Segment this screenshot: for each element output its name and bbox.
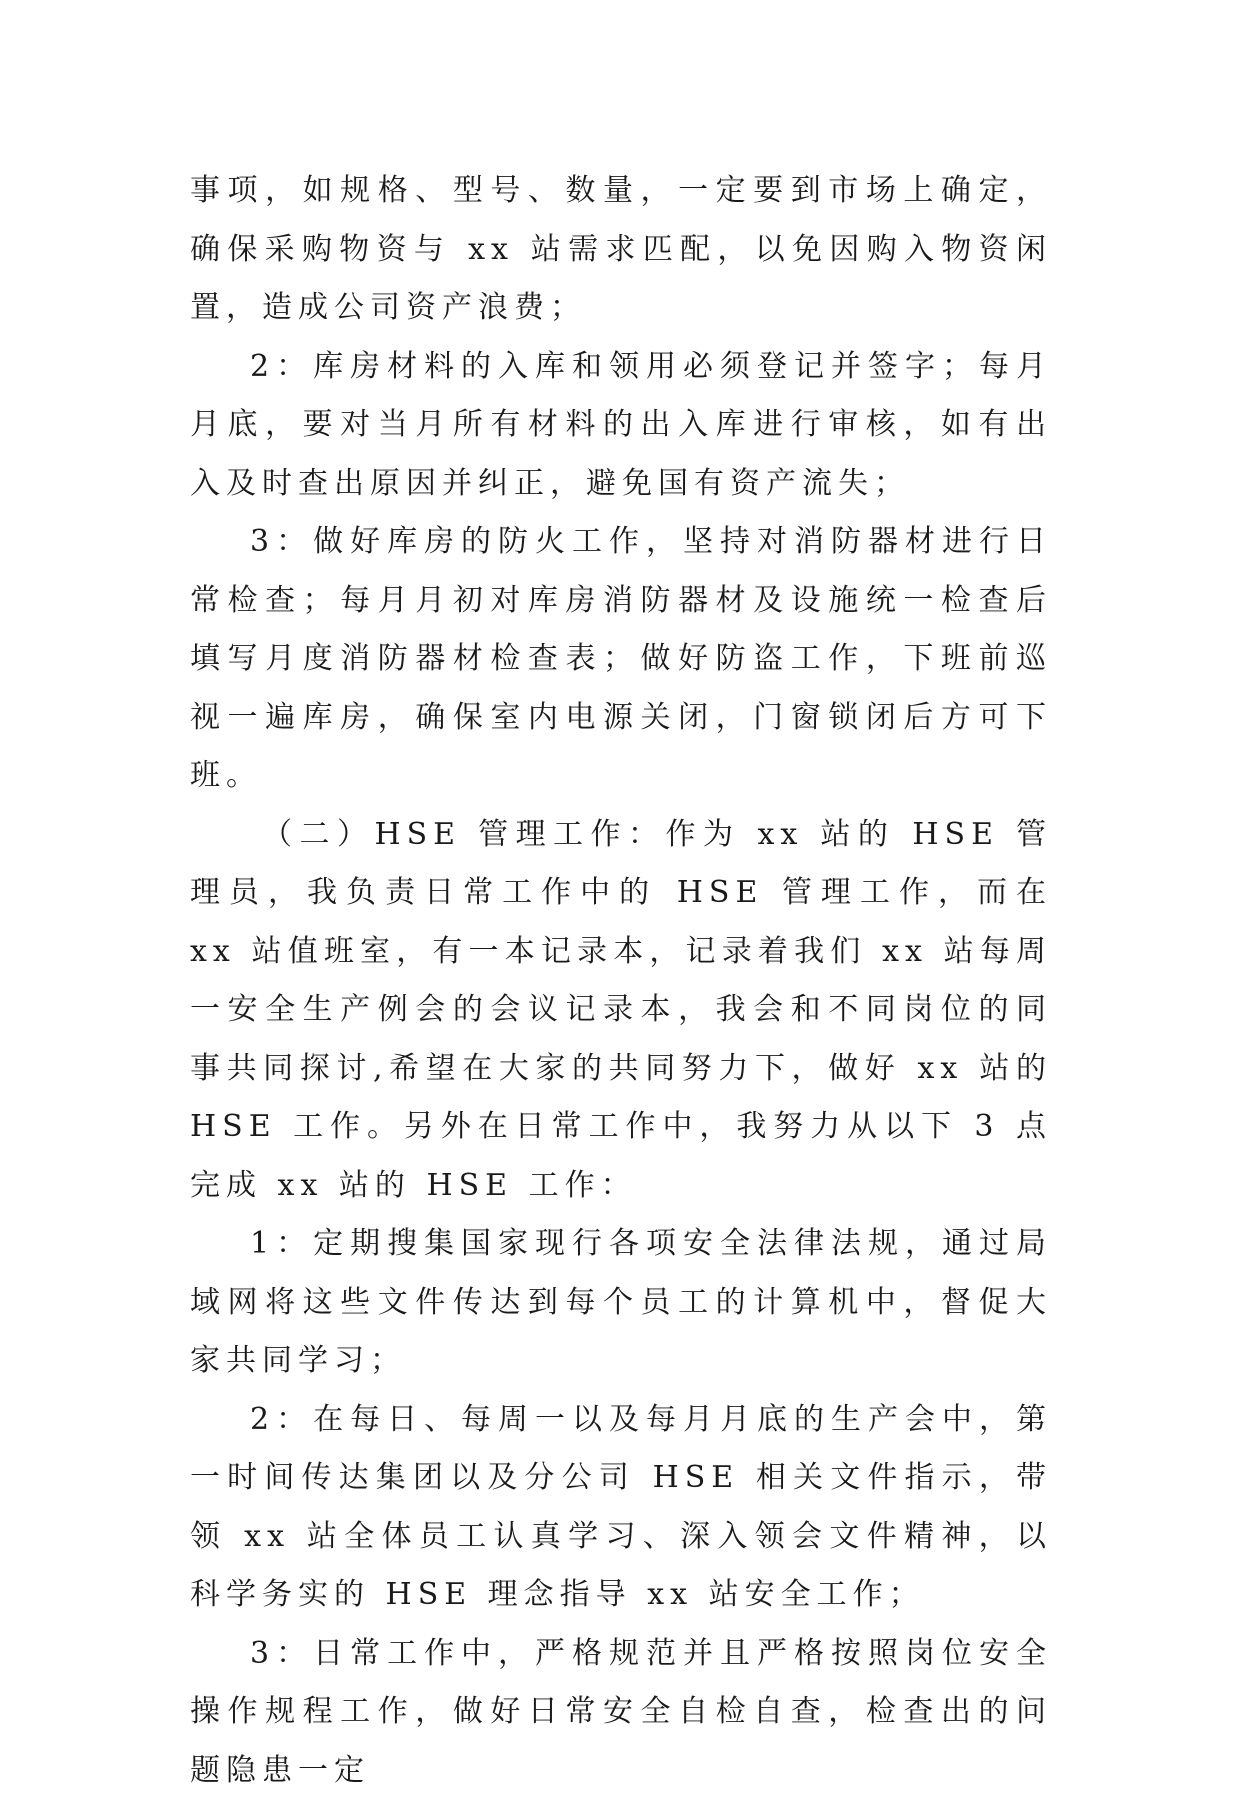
paragraph-procurement-continuation: 事项，如规格、型号、数量，一定要到市场上确定，确保采购物资与 xx 站需求匹配，以免因购入物资闲置，造成公司资产浪费； (190, 162, 1052, 338)
paragraph-hse-daily-work: 3：日常工作中，严格规范并且严格按照岗位安全操作规程工作，做好日常安全自检自查，检查出的问题隐患一定 (190, 1625, 1052, 1800)
paragraph-warehouse-registration: 2：库房材料的入库和领用必须登记并签字；每月月底，要对当月所有材料的出入库进行审核，如有出入及时查出原因并纠正，避免国有资产流失； (190, 338, 1052, 514)
document-body (190, 162, 1052, 1800)
paragraph-hse-regulations: 1：定期搜集国家现行各项安全法律法规，通过局域网将这些文件传达到每个员工的计算机中，督促大家共同学习； (190, 1215, 1052, 1391)
paragraph-hse-meetings: 2：在每日、每周一以及每月月底的生产会中，第一时间传达集团以及分公司 HSE 相关文件指示，带领 xx 站全体员工认真学习、深入领会文件精神，以科学务实的 HSE 理念指导 xx 站安全工作； (190, 1391, 1052, 1625)
paragraph-hse-management: （二）HSE 管理工作：作为 xx 站的 HSE 管理员，我负责日常工作中的 HSE 管理工作，而在 xx 站值班室，有一本记录本，记录着我们 xx 站每周一安全生产例会的会议记录本，我会和不同岗位的同事共同探讨,希望在大家的共同努力下，做好 xx 站的 HSE 工作。另外在日常工作中，我努力从以下 3 点完成 xx 站的 HSE 工作： (190, 806, 1052, 1216)
paragraph-warehouse-fire-safety: 3：做好库房的防火工作，坚持对消防器材进行日常检查；每月月初对库房消防器材及设施统一检查后填写月度消防器材检查表；做好防盗工作，下班前巡视一遍库房，确保室内电源关闭，门窗锁闭后方可下班。 (190, 513, 1052, 806)
